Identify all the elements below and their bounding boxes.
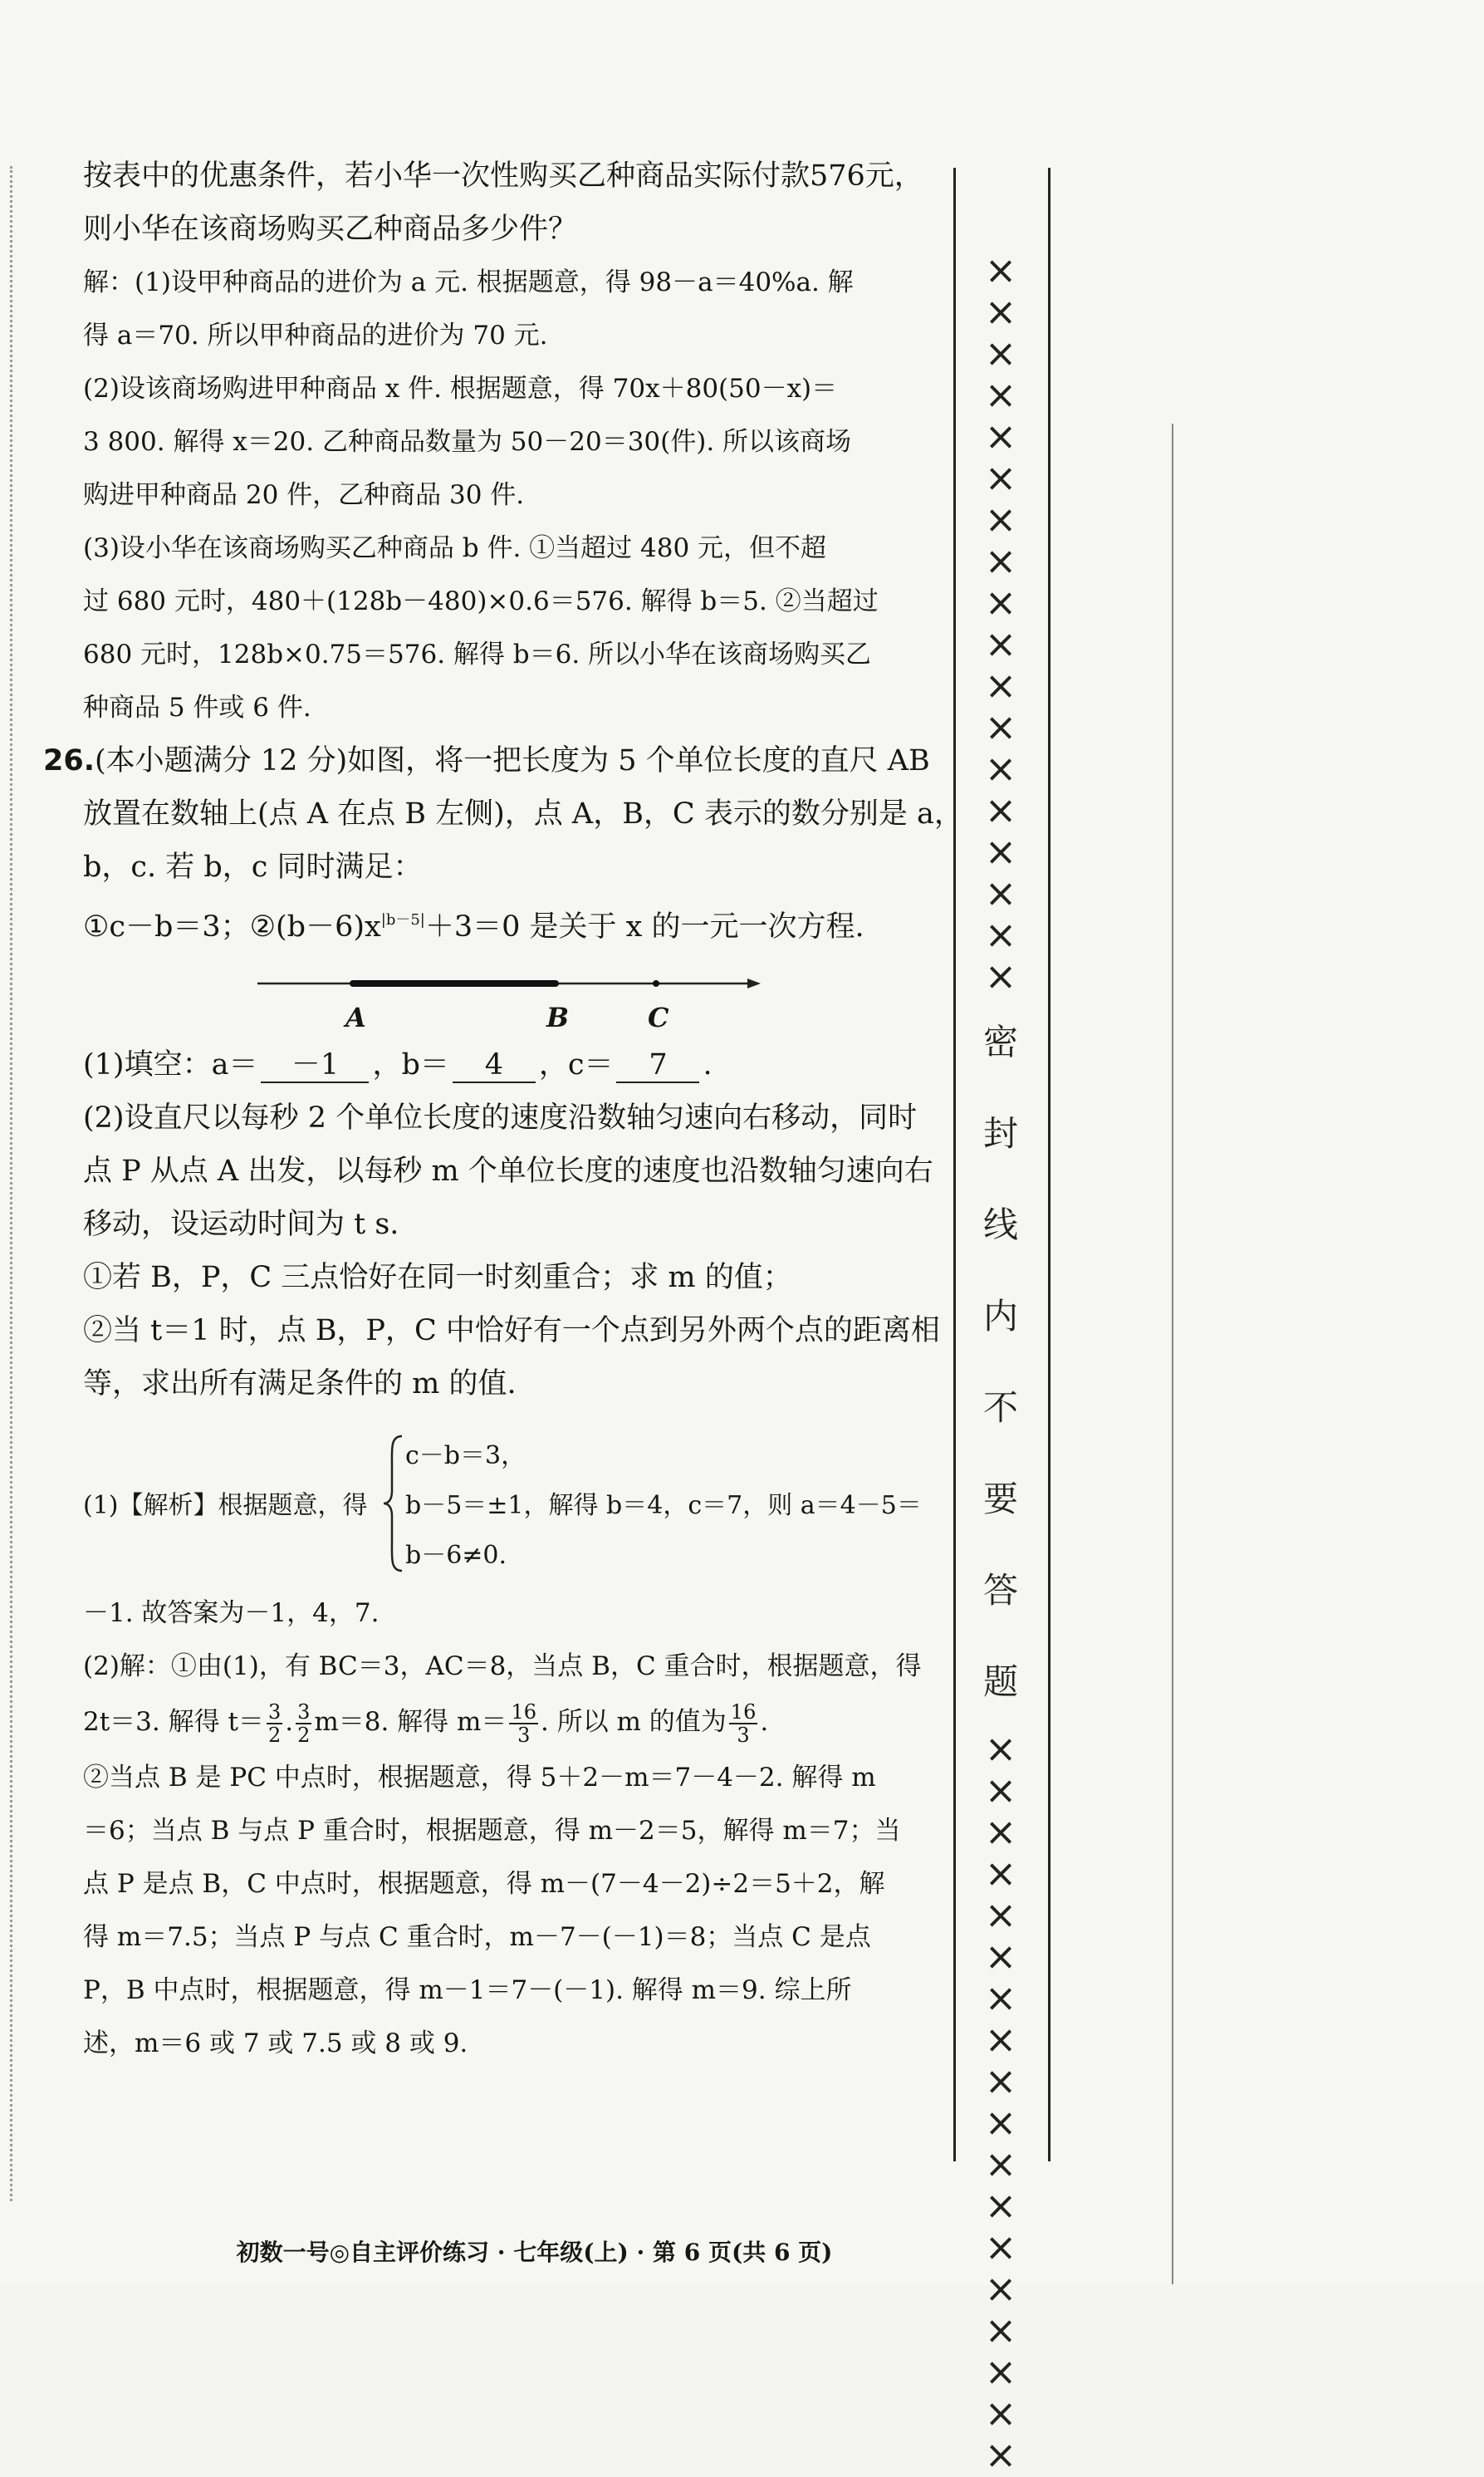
fraction-numerator: 16 [511, 1700, 536, 1724]
condition-part: ＋3＝0 是关于 x 的一元一次方程. [424, 910, 864, 944]
q25-solution-line: 得 a＝70. 所以甲种商品的进价为 70 元. [83, 321, 548, 351]
cross-mark: × [984, 372, 1017, 417]
q25-solution-line: (3)设小华在该商场购买乙种商品 b 件. ①当超过 480 元，但不超 [83, 533, 827, 563]
seal-word: 内 [982, 1296, 1018, 1337]
system-eq-1: c－b＝3， [405, 1441, 527, 1470]
fraction [509, 1701, 538, 1746]
cross-mark: × [984, 787, 1017, 832]
q25-solution-line: 解：(1)设甲种商品的进价为 a 元. 根据题意，得 98－a＝40%a. 解 [83, 267, 854, 297]
point-c [653, 980, 659, 987]
sol-text: . [760, 1707, 769, 1737]
q25-solution-line: (2)设该商场购进甲种商品 x 件. 根据题意，得 70x＋80(50－x)＝ [83, 374, 838, 404]
q26-solution [83, 1587, 938, 2070]
solution-line: 点 P 是点 B，C 中点时，根据题意，得 m－(7－4－2)÷2＝5＋2，解 [83, 1869, 885, 1899]
cross-mark: × [984, 663, 1017, 708]
solution-line: 得 m＝7.5；当点 P 与点 C 重合时，m－7－(－1)＝8；当点 C 是点 [83, 1922, 871, 1952]
fraction [267, 1701, 282, 1746]
cross-mark: × [984, 2432, 1017, 2477]
point-b [552, 980, 559, 987]
cross-mark: × [984, 1768, 1017, 1812]
cross-mark: × [984, 455, 1017, 500]
fraction-numerator: 3 [297, 1700, 311, 1724]
seal-word: 密 [982, 1022, 1018, 1062]
label-c: C [648, 1002, 669, 1033]
binding-dotted-line [10, 166, 12, 2201]
cross-mark: × [984, 704, 1017, 749]
answer-a: －1 [261, 1048, 369, 1083]
cross-mark: × [984, 2391, 1017, 2435]
answer-c: 7 [616, 1048, 699, 1083]
sub-question-2: 等，求出所有满足条件的 m 的值. [83, 1367, 517, 1400]
sol-text: m＝8. 解得 m＝ [314, 1707, 507, 1737]
q25-line: 则小华在该商场购买乙种商品多少件？ [83, 213, 578, 246]
cross-mark: × [984, 1851, 1017, 1896]
cross-mark: × [984, 954, 1017, 998]
label-a: A [345, 1002, 366, 1033]
fraction-numerator: 16 [730, 1700, 757, 1724]
label-b: B [546, 1002, 570, 1033]
system-eq-2: b－5＝±1，解得 b＝4，c＝7，则 a＝4－5＝ [405, 1491, 922, 1520]
fraction-denominator: 2 [267, 1723, 282, 1747]
fraction-denominator: 3 [737, 1723, 750, 1747]
analysis-lead: (1)【解析】根据题意，得 [83, 1491, 368, 1520]
cross-mark: × [984, 2017, 1017, 2062]
part2-line: 点 P 从点 A 出发，以每秒 m 个单位长度的速度也沿数轴匀速向右 [83, 1155, 933, 1188]
solution-line: ②当点 B 是 PC 中点时，根据题意，得 5＋2－m＝7－4－2. 解得 m [83, 1763, 876, 1793]
solution-line: ＝6；当点 B 与点 P 重合时，根据题意，得 m－2＝5，解得 m＝7；当 [83, 1816, 901, 1846]
solution-line: 述，m＝6 或 7 或 7.5 或 8 或 9. [83, 2028, 468, 2058]
cross-mark: × [984, 2349, 1017, 2394]
fill-text: ，b＝ [372, 1048, 449, 1082]
ruler-ab [353, 980, 556, 987]
solution-line: P，B 中点时，根据题意，得 m－1＝7－(－1). 解得 m＝9. 综上所 [83, 1975, 852, 2005]
fraction-denominator: 2 [297, 1723, 311, 1747]
cross-mark: × [984, 1934, 1017, 1979]
q25-solution-line: 3 800. 解得 x＝20. 乙种商品数量为 50－20＝30(件). 所以该商场 [83, 427, 852, 457]
cross-mark: × [984, 746, 1017, 791]
answer-b: 4 [453, 1048, 536, 1083]
seal-word: 答 [982, 1570, 1018, 1611]
cross-mark: × [984, 289, 1017, 334]
solution-line: (2)解：①由(1)，有 BC＝3，AC＝8，当点 B，C 重合时，根据题意，得 [83, 1651, 922, 1681]
cross-mark: × [984, 829, 1017, 874]
cross-mark: × [984, 538, 1017, 583]
footer-text: 初数一号◎自主评价练习 · 七年级(上) · 第 6 页(共 6 页) [236, 2239, 833, 2266]
q26-condition [83, 894, 938, 947]
seal-word: 要 [982, 1479, 1018, 1519]
seal-word: 题 [982, 1661, 1018, 1702]
cross-mark: × [984, 1892, 1017, 1937]
page-footer [0, 2234, 1484, 2268]
cross-mark: × [984, 2183, 1017, 2228]
seal-line-column [955, 249, 1046, 2475]
cross-mark: × [984, 2058, 1017, 2103]
fraction-denominator: 3 [517, 1723, 531, 1747]
cross-mark: × [984, 331, 1017, 375]
cross-mark: × [984, 414, 1017, 459]
condition-exponent: |b－5| [380, 911, 425, 929]
q26-stem-line [43, 734, 938, 787]
cross-mark: × [984, 912, 1017, 957]
question-number: 26. [43, 744, 96, 777]
main-content [43, 150, 963, 947]
fraction [296, 1701, 311, 1746]
q26-stem-text: (本小题满分 12 分)如图，将一把长度为 5 个单位长度的直尺 AB [95, 744, 930, 777]
cross-mark: × [984, 2100, 1017, 2145]
cross-mark: × [984, 1975, 1017, 2020]
cross-mark: × [984, 1726, 1017, 1771]
fill-text: (1)填空：a＝ [83, 1048, 258, 1082]
q25-solution-line: 680 元时，128b×0.75＝576. 解得 b＝6. 所以小华在该商场购买乙 [83, 640, 872, 670]
cross-mark: × [984, 871, 1017, 915]
margin-rule-far [1172, 424, 1173, 2284]
cross-mark: × [984, 2224, 1017, 2269]
sol-text: 2t＝3. 解得 t＝ [83, 1707, 264, 1737]
q26-parts [83, 1038, 938, 1410]
cross-mark: × [984, 2141, 1017, 2186]
fraction [729, 1701, 758, 1746]
q25-solution-line: 购进甲种商品 20 件，乙种商品 30 件. [83, 480, 525, 510]
q26-stem-line: b，c. 若 b，c 同时满足： [83, 851, 423, 884]
fraction-numerator: 3 [267, 1700, 282, 1724]
number-line-arrow [747, 979, 761, 988]
sol-text: . 所以 m 的值为 [540, 1707, 727, 1737]
sol-text: . [285, 1707, 294, 1737]
cross-mark: × [984, 1809, 1017, 1854]
system-eq-3: b－6≠0. [405, 1541, 507, 1570]
point-a [350, 980, 356, 987]
seal-word: 封 [982, 1113, 1018, 1154]
number-line-svg [257, 972, 764, 1005]
q26-stem-line: 放置在数轴上(点 A 在点 B 左侧)，点 A，B，C 表示的数分别是 a， [83, 797, 963, 831]
solution-fraction-line [83, 1693, 938, 1751]
part2-line: 移动，设运动时间为 t s. [83, 1208, 399, 1241]
number-line-figure [257, 972, 764, 1038]
q25-line: 按表中的优惠条件，若小华一次性购买乙种商品实际付款576元， [83, 159, 923, 193]
condition-part: ①c－b＝3；②(b－6)x [83, 910, 381, 944]
cross-mark: × [984, 497, 1017, 542]
q25-solution-line: 种商品 5 件或 6 件. [83, 693, 311, 723]
part2-line: (2)设直尺以每秒 2 个单位长度的速度沿数轴匀速向右移动，同时 [83, 1101, 918, 1135]
margin-rule-outer [1048, 168, 1051, 2161]
seal-word: 不 [982, 1387, 1018, 1428]
q25-solution-line: 过 680 元时，480＋(128b－480)×0.6＝576. 解得 b＝5. ②当超过 [83, 586, 879, 616]
fill-blank-line [83, 1038, 938, 1091]
sub-question-2: ②当 t＝1 时，点 B，P，C 中恰好有一个点到另外两个点的距离相 [83, 1314, 940, 1347]
cross-mark: × [984, 2308, 1017, 2352]
cross-mark: × [984, 248, 1017, 292]
fill-text: ，c＝ [538, 1048, 614, 1082]
sub-question-1: ①若 B，P，C 三点恰好在同一时刻重合；求 m 的值； [83, 1261, 792, 1294]
equation-system [83, 1433, 938, 1582]
fill-text: . [703, 1048, 713, 1082]
analysis-conclusion: －1. 故答案为－1，4，7. [83, 1598, 380, 1628]
seal-word: 线 [982, 1204, 1018, 1245]
system-brace [380, 1433, 405, 1574]
cross-mark: × [984, 621, 1017, 666]
cross-mark: × [984, 2266, 1017, 2311]
cross-mark: × [984, 580, 1017, 625]
